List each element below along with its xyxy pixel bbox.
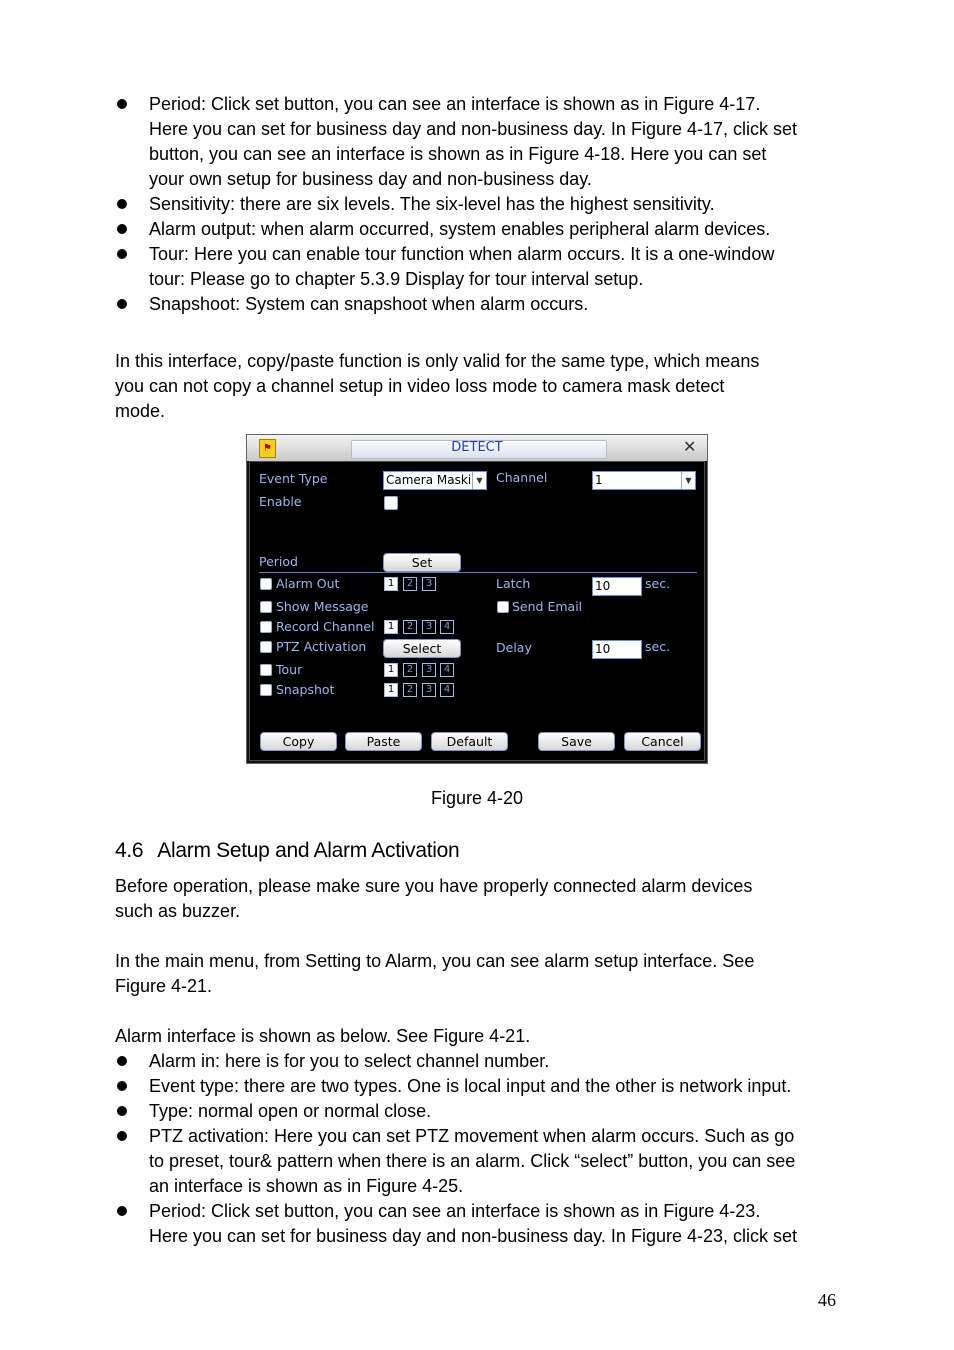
channel-toggle[interactable]: 1 <box>384 663 398 677</box>
app-logo-icon: ⚑ <box>259 439 276 458</box>
dialog-body <box>249 461 705 761</box>
send-email-label: Send Email <box>512 599 583 614</box>
delay-unit: sec. <box>645 639 671 654</box>
paragraph-alarm-interface: Alarm interface is shown as below. See Figure 4-21. <box>115 1026 531 1046</box>
bullet-tour-line-1: Tour: Here you can enable tour function when alarm occurs. It is a one-window <box>149 244 775 264</box>
channel-label: Channel <box>496 470 548 485</box>
bullet-dot <box>117 99 127 109</box>
bullet-alarm-output: Alarm output: when alarm occurred, system enables peripheral alarm devices. <box>149 219 771 239</box>
bullet-period-2-line-2: Here you can set for business day and non-business day. In Figure 4-23, click set <box>149 1226 798 1246</box>
bullet-tour-line-2: tour: Please go to chapter 5.3.9 Display for tour interval setup. <box>149 269 644 289</box>
alarm-out-label: Alarm Out <box>276 576 340 591</box>
page-number: 46 <box>818 1290 836 1310</box>
set-button[interactable]: Set <box>383 553 461 572</box>
period-label: Period <box>259 554 298 569</box>
dialog-title-bar <box>247 435 707 461</box>
channel-toggle[interactable]: 3 <box>422 663 436 677</box>
ptz-activation-label: PTZ Activation <box>276 639 367 654</box>
bullet-period-line-4: your own setup for business day and non-business day. <box>149 169 592 189</box>
bullet-dot <box>117 1131 127 1141</box>
detect-dialog <box>246 434 708 764</box>
channel-toggle[interactable]: 4 <box>440 683 454 697</box>
channel-toggle[interactable]: 2 <box>403 683 417 697</box>
bullet-type: Type: normal open or normal close. <box>149 1101 432 1121</box>
section-title: Alarm Setup and Alarm Activation <box>157 839 460 862</box>
show-message-label: Show Message <box>276 599 369 614</box>
channel-toggle[interactable]: 4 <box>440 620 454 634</box>
select-button[interactable]: Select <box>383 639 461 658</box>
snapshot-label: Snapshot <box>276 682 335 697</box>
channel-toggle[interactable]: 2 <box>403 663 417 677</box>
bullet-period-line-3: button, you can see an interface is shown as in Figure 4-18. Here you can set <box>149 144 767 164</box>
channel-toggle[interactable]: 1 <box>384 683 398 697</box>
bullet-event-type: Event type: there are two types. One is local input and the other is network input. <box>149 1076 792 1096</box>
bullet-ptz-line-3: an interface is shown as in Figure 4-25. <box>149 1176 464 1196</box>
dialog-title: DETECT <box>451 440 503 455</box>
section-heading <box>115 838 459 864</box>
tour-checkbox[interactable] <box>260 664 272 676</box>
chevron-down-icon: ▼ <box>681 472 695 489</box>
bullet-ptz-line-2: to preset, tour& pattern when there is an alarm. Click “select” button, you can see <box>149 1151 796 1171</box>
channel-toggle[interactable]: 3 <box>422 683 436 697</box>
paragraph-main-menu-line-2: Figure 4-21. <box>115 976 213 996</box>
channel-toggle[interactable]: 2 <box>403 577 417 591</box>
channel-value: 1 <box>595 473 603 487</box>
bullet-dot <box>117 1081 127 1091</box>
paragraph-before-operation-line-2: such as buzzer. <box>115 901 241 921</box>
bullet-dot <box>117 224 127 234</box>
tour-label: Tour <box>276 662 303 677</box>
channel-select[interactable] <box>592 471 696 490</box>
paragraph-before-operation-line-1: Before operation, please make sure you have properly connected alarm devices <box>115 876 753 896</box>
delay-label: Delay <box>496 640 532 655</box>
show-message-checkbox[interactable] <box>260 601 272 613</box>
latch-label: Latch <box>496 576 531 591</box>
cancel-button[interactable]: Cancel <box>624 732 701 751</box>
record-channel-checkbox[interactable] <box>260 621 272 633</box>
default-button[interactable]: Default <box>431 732 508 751</box>
snapshot-checkbox[interactable] <box>260 684 272 696</box>
bullet-period-line-2: Here you can set for business day and non-business day. In Figure 4-17, click set <box>149 119 798 139</box>
record-channel-label: Record Channel <box>276 619 375 634</box>
bullet-dot <box>117 199 127 209</box>
channel-toggle[interactable]: 4 <box>440 663 454 677</box>
bullet-period-2-line-1: Period: Click set button, you can see an interface is shown as in Figure 4-23. <box>149 1201 761 1221</box>
bullet-dot <box>117 299 127 309</box>
channel-toggle[interactable]: 3 <box>422 620 436 634</box>
bullet-alarm-in: Alarm in: here is for you to select channel number. <box>149 1051 550 1071</box>
alarm-out-checkbox[interactable] <box>260 578 272 590</box>
channel-toggle[interactable]: 1 <box>384 620 398 634</box>
paragraph-copy-paste-line-2: you can not copy a channel setup in video loss mode to camera mask detect <box>115 376 725 396</box>
paste-button[interactable]: Paste <box>345 732 422 751</box>
delay-input[interactable]: 10 <box>592 640 642 659</box>
chevron-down-icon: ▼ <box>472 472 486 489</box>
latch-input[interactable]: 10 <box>592 577 642 596</box>
enable-checkbox[interactable] <box>384 496 398 510</box>
close-icon[interactable]: ✕ <box>683 437 697 456</box>
paragraph-main-menu-line-1: In the main menu, from Setting to Alarm, you can see alarm setup interface. See <box>115 951 755 971</box>
event-type-select[interactable] <box>383 471 487 490</box>
paragraph-copy-paste-line-1: In this interface, copy/paste function is only valid for the same type, which means <box>115 351 760 371</box>
channel-toggle[interactable]: 2 <box>403 620 417 634</box>
bullet-snapshoot: Snapshoot: System can snapshoot when alarm occurs. <box>149 294 589 314</box>
bullet-dot <box>117 1106 127 1116</box>
channel-toggle[interactable]: 3 <box>422 577 436 591</box>
bullet-sensitivity: Sensitivity: there are six levels. The six-level has the highest sensitivity. <box>149 194 715 214</box>
section-divider <box>259 572 697 573</box>
paragraph-copy-paste-line-3: mode. <box>115 401 166 421</box>
bullet-period-line-1: Period: Click set button, you can see an interface is shown as in Figure 4-17. <box>149 94 761 114</box>
bullet-dot <box>117 249 127 259</box>
figure-caption: Figure 4-20 <box>430 788 524 808</box>
latch-unit: sec. <box>645 576 671 591</box>
channel-toggle[interactable]: 1 <box>384 577 398 591</box>
ptz-activation-checkbox[interactable] <box>260 641 272 653</box>
enable-label: Enable <box>259 494 302 509</box>
copy-button[interactable]: Copy <box>260 732 337 751</box>
bullet-ptz-line-1: PTZ activation: Here you can set PTZ movement when alarm occurs. Such as go <box>149 1126 795 1146</box>
bullet-dot <box>117 1206 127 1216</box>
bullet-dot <box>117 1056 127 1066</box>
send-email-checkbox[interactable] <box>497 601 509 613</box>
event-type-value: Camera Maski <box>386 473 472 487</box>
event-type-label: Event Type <box>259 471 328 486</box>
section-number: 4.6 <box>115 839 144 862</box>
save-button[interactable]: Save <box>538 732 615 751</box>
